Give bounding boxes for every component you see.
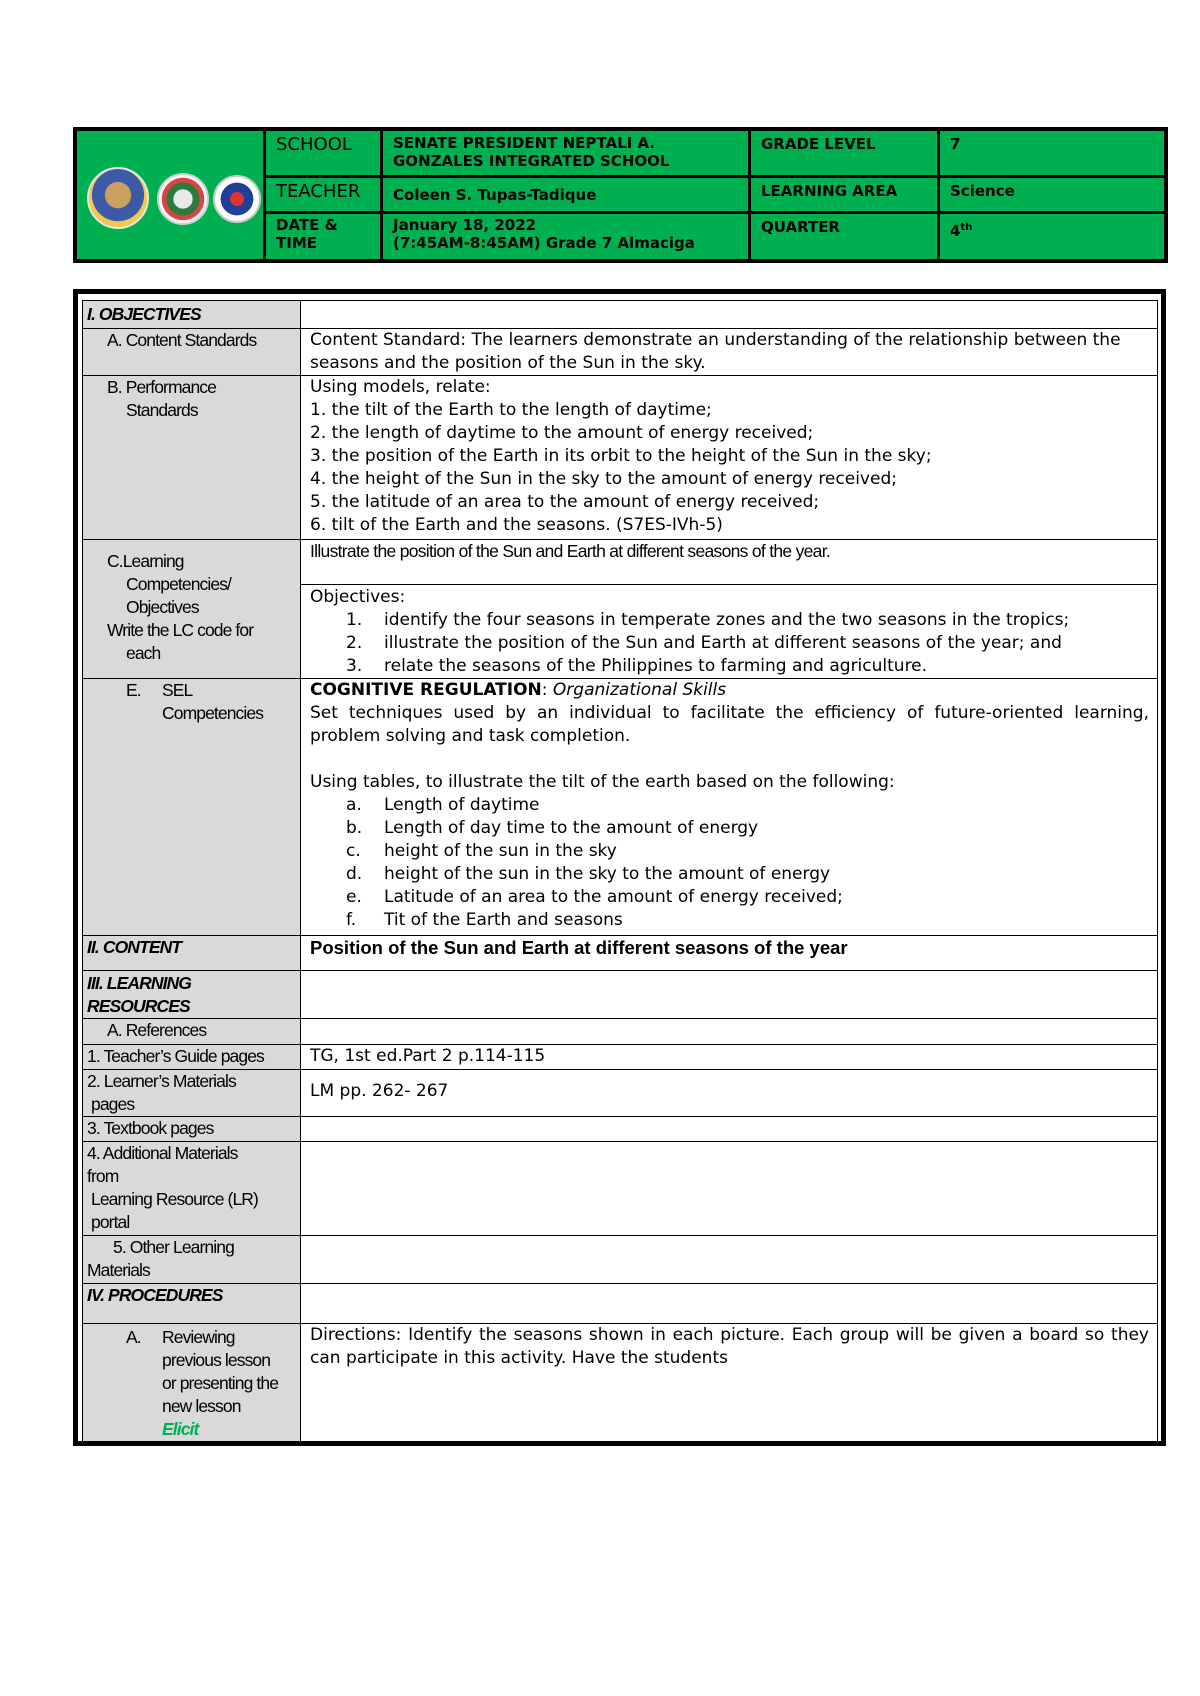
other-line2: Materials — [87, 1260, 150, 1280]
objective-item — [310, 609, 1149, 632]
school-logos — [87, 161, 247, 233]
performance-line: Using models, relate: — [310, 377, 491, 397]
quarter-suffix: th — [960, 222, 973, 233]
sel-description: Set techniques used by an individual to facilitate the efficiency of future-oriented learning, problem solving and task completion. — [310, 703, 1149, 746]
reviewing-line4: new lesson — [162, 1396, 241, 1416]
resources-heading-blank — [301, 971, 1158, 1019]
sel-item — [310, 863, 1149, 886]
reviewing-line2: previous lesson — [162, 1350, 271, 1370]
school-value-line2: GONZALES INTEGRATED SCHOOL — [393, 152, 670, 170]
teachers-guide-cell — [301, 1045, 1158, 1070]
date-time-label — [266, 214, 380, 259]
lc-label-line1: C.Learning — [107, 551, 184, 571]
sel-item-letter: d. — [346, 864, 363, 884]
performance-line: 1. the tilt of the Earth to the length of daytime; — [310, 400, 712, 420]
objectives-list-cell — [301, 585, 1158, 679]
lc-code-text: Illustrate the position of the Sun and Earth at different seasons of the year. — [310, 541, 831, 561]
references-blank — [301, 1019, 1158, 1045]
additional-materials-blank — [301, 1142, 1158, 1236]
lc-label-line2: Competencies/ — [126, 574, 232, 594]
deped-seal-icon — [213, 175, 261, 223]
sel-item-letter: a. — [346, 795, 362, 815]
lc-label-line4: Write the LC code for — [107, 620, 254, 640]
objective-item — [310, 655, 1149, 678]
reviewing-number: A. — [126, 1327, 141, 1347]
lc-label-line5: each — [126, 643, 161, 663]
reviewing-line1: Reviewing — [162, 1327, 235, 1347]
content-cell — [301, 936, 1158, 971]
lc-label-line3: Objectives — [126, 597, 199, 617]
date-time-value — [383, 214, 748, 259]
resources-heading-line2: RESOURCES — [87, 996, 190, 1016]
quarter-number: 4 — [950, 222, 961, 240]
learners-materials-label-cell — [83, 1070, 301, 1117]
sel-item-letter: c. — [346, 841, 361, 861]
school-label: SCHOOL — [276, 134, 352, 155]
sel-colon: : — [541, 680, 553, 700]
sel-item — [310, 886, 1149, 909]
additional-line4: portal — [91, 1212, 130, 1232]
school-seal-icon — [87, 167, 149, 229]
school-header — [73, 127, 1168, 263]
objective-text: illustrate the position of the Sun and Earth at different seasons of the year; and — [384, 633, 1062, 653]
references-label-cell — [83, 1019, 301, 1045]
objectives-heading-blank — [301, 301, 1158, 329]
additional-line2: from — [87, 1166, 119, 1186]
content-standards-cell — [301, 329, 1158, 376]
textbook-blank — [301, 1117, 1158, 1142]
grade-level-value: 7 — [950, 135, 961, 153]
teachers-guide-label: 1. Teacher’s Guide pages — [87, 1046, 264, 1066]
additional-materials-label — [83, 1142, 300, 1234]
content-standards-text: Content Standard: The learners demonstrate an understanding of the relationship between the seasons and the position of the Sun in the sky. — [310, 330, 1121, 373]
school-value — [383, 131, 748, 175]
reviewing-label-cell — [83, 1324, 301, 1442]
learners-materials-label — [83, 1070, 300, 1116]
sel-competencies-cell — [301, 679, 1158, 936]
reviewing-directions: Directions: Identify the seasons shown in each picture. Each group will be given a board so they can participate in this activity. Have the students — [310, 1325, 1149, 1368]
objectives-heading — [83, 301, 301, 329]
other-line1: 5. Other Learning — [113, 1237, 234, 1257]
sel-subtitle: Organizational Skills — [552, 680, 727, 700]
sel-item-letter: b. — [346, 818, 363, 838]
teacher-value: Coleen S. Tupas-Tadique — [393, 186, 597, 204]
resources-heading-cell — [83, 971, 301, 1019]
additional-materials-label-cell — [83, 1142, 301, 1236]
sel-label-number: E. — [126, 680, 141, 700]
learners-materials-value: LM pp. 262- 267 — [310, 1081, 449, 1101]
reviewing-label-lines — [162, 1326, 278, 1441]
additional-line1: 4. Additional Materials — [87, 1143, 238, 1163]
sel-list — [310, 794, 1149, 932]
sel-intro: Using tables, to illustrate the tilt of the earth based on the following: — [310, 772, 895, 792]
sel-label-row — [126, 679, 300, 702]
resources-heading — [83, 971, 300, 1018]
sel-label-line1: SEL — [162, 680, 193, 700]
performance-standards-label — [83, 376, 300, 422]
other-materials-label-cell — [83, 1236, 301, 1284]
other-materials-blank — [301, 1236, 1158, 1284]
teachers-guide-label-cell — [83, 1045, 301, 1070]
lesson-plan-grid — [82, 300, 1158, 1442]
reviewing-label — [83, 1324, 300, 1441]
objective-number: 3. — [346, 656, 363, 676]
performance-standards-label-cell — [83, 376, 301, 540]
objective-text: relate the seasons of the Philippines to farming and agriculture. — [384, 656, 928, 676]
teacher-label: TEACHER — [276, 181, 361, 202]
date-value-line2: (7:45AM-8:45AM) Grade 7 Almaciga — [393, 234, 695, 252]
quarter-value — [940, 214, 1164, 259]
sel-item-letter: e. — [346, 887, 362, 907]
references-label: A. References — [107, 1020, 207, 1040]
content-heading-cell — [83, 936, 301, 971]
learners-materials-line2: pages — [91, 1094, 135, 1114]
objective-number: 1. — [346, 610, 363, 630]
sel-item-text: Tit of the Earth and seasons — [384, 910, 623, 930]
objective-text: identify the four seasons in temperate zones and the two seasons in the tropics; — [384, 610, 1070, 630]
textbook-label: 3. Textbook pages — [87, 1118, 214, 1138]
content-standards-label-cell — [83, 329, 301, 376]
quarter-label: QUARTER — [761, 218, 840, 236]
sel-item-letter: f. — [346, 910, 357, 930]
grade-level-label: GRADE LEVEL — [761, 135, 876, 153]
learning-competencies-label-cell — [83, 540, 301, 679]
sel-heading — [310, 679, 1149, 702]
learning-area-label: LEARNING AREA — [761, 182, 898, 200]
sel-competencies-label-cell — [83, 679, 301, 936]
procedures-heading-blank — [301, 1284, 1158, 1324]
performance-line: 4. the height of the Sun in the sky to the amount of energy received; — [310, 469, 897, 489]
content-heading: II. CONTENT — [87, 937, 182, 957]
sel-item-text: height of the sun in the sky to the amount of energy — [384, 864, 831, 884]
learners-materials-cell — [301, 1070, 1158, 1117]
sel-title: COGNITIVE REGULATION — [310, 680, 542, 700]
other-materials-label — [83, 1236, 300, 1282]
learning-area-value: Science — [950, 182, 1015, 200]
learners-materials-line1: 2. Learner’s Materials — [87, 1071, 236, 1091]
teachers-guide-value: TG, 1st ed.Part 2 p.114-115 — [310, 1046, 546, 1066]
objectives-heading-text: I. OBJECTIVES — [87, 304, 201, 324]
date-value-line1: January 18, 2022 — [393, 216, 537, 234]
sel-item — [310, 909, 1149, 932]
spacer — [310, 748, 1149, 771]
procedures-heading: IV. PROCEDURES — [87, 1285, 223, 1305]
content-text: Position of the Sun and Earth at different seasons of the year — [310, 937, 848, 958]
lesson-plan-table — [73, 289, 1166, 1446]
procedures-heading-cell — [83, 1284, 301, 1324]
sel-label-line2: Competencies — [162, 703, 264, 723]
lc-code-cell — [301, 540, 1158, 585]
sel-item-text: Length of daytime — [384, 795, 540, 815]
performance-line: 5. the latitude of an area to the amount of energy received; — [310, 492, 820, 512]
sel-item-text: Length of day time to the amount of energy — [384, 818, 759, 838]
sel-item-text: height of the sun in the sky — [384, 841, 617, 861]
textbook-label-cell — [83, 1117, 301, 1142]
division-seal-icon — [157, 173, 209, 225]
sel-item — [310, 817, 1149, 840]
objective-item — [310, 632, 1149, 655]
additional-line3: Learning Resource (LR) — [91, 1189, 258, 1209]
sel-item — [310, 840, 1149, 863]
objectives-intro: Objectives: — [310, 587, 406, 607]
date-time-label-line1: DATE & — [276, 216, 338, 234]
sel-item-text: Latitude of an area to the amount of energy received; — [384, 887, 843, 907]
objective-number: 2. — [346, 633, 363, 653]
performance-line: 3. the position of the Earth in its orbit to the height of the Sun in the sky; — [310, 446, 932, 466]
content-standards-label: A. Content Standards — [107, 330, 257, 350]
performance-line: 2. the length of daytime to the amount of energy received; — [310, 423, 814, 443]
school-value-line1: SENATE PRESIDENT NEPTALI A. — [393, 134, 656, 152]
sel-item — [310, 794, 1149, 817]
date-time-label-line2: TIME — [276, 234, 317, 252]
elicit-label: Elicit — [162, 1419, 199, 1439]
objectives-list — [310, 609, 1149, 678]
performance-label-line2: Standards — [126, 400, 198, 420]
performance-standards-cell — [301, 376, 1158, 540]
reviewing-line3: or presenting the — [162, 1373, 279, 1393]
performance-label-line1: B. Performance — [107, 377, 216, 397]
resources-heading-line1: III. LEARNING — [87, 973, 191, 993]
sel-competencies-label — [83, 679, 300, 725]
reviewing-cell — [301, 1324, 1158, 1442]
performance-line: 6. tilt of the Earth and the seasons. (S7ES-IVh-5) — [310, 515, 723, 535]
learning-competencies-label — [83, 540, 300, 665]
